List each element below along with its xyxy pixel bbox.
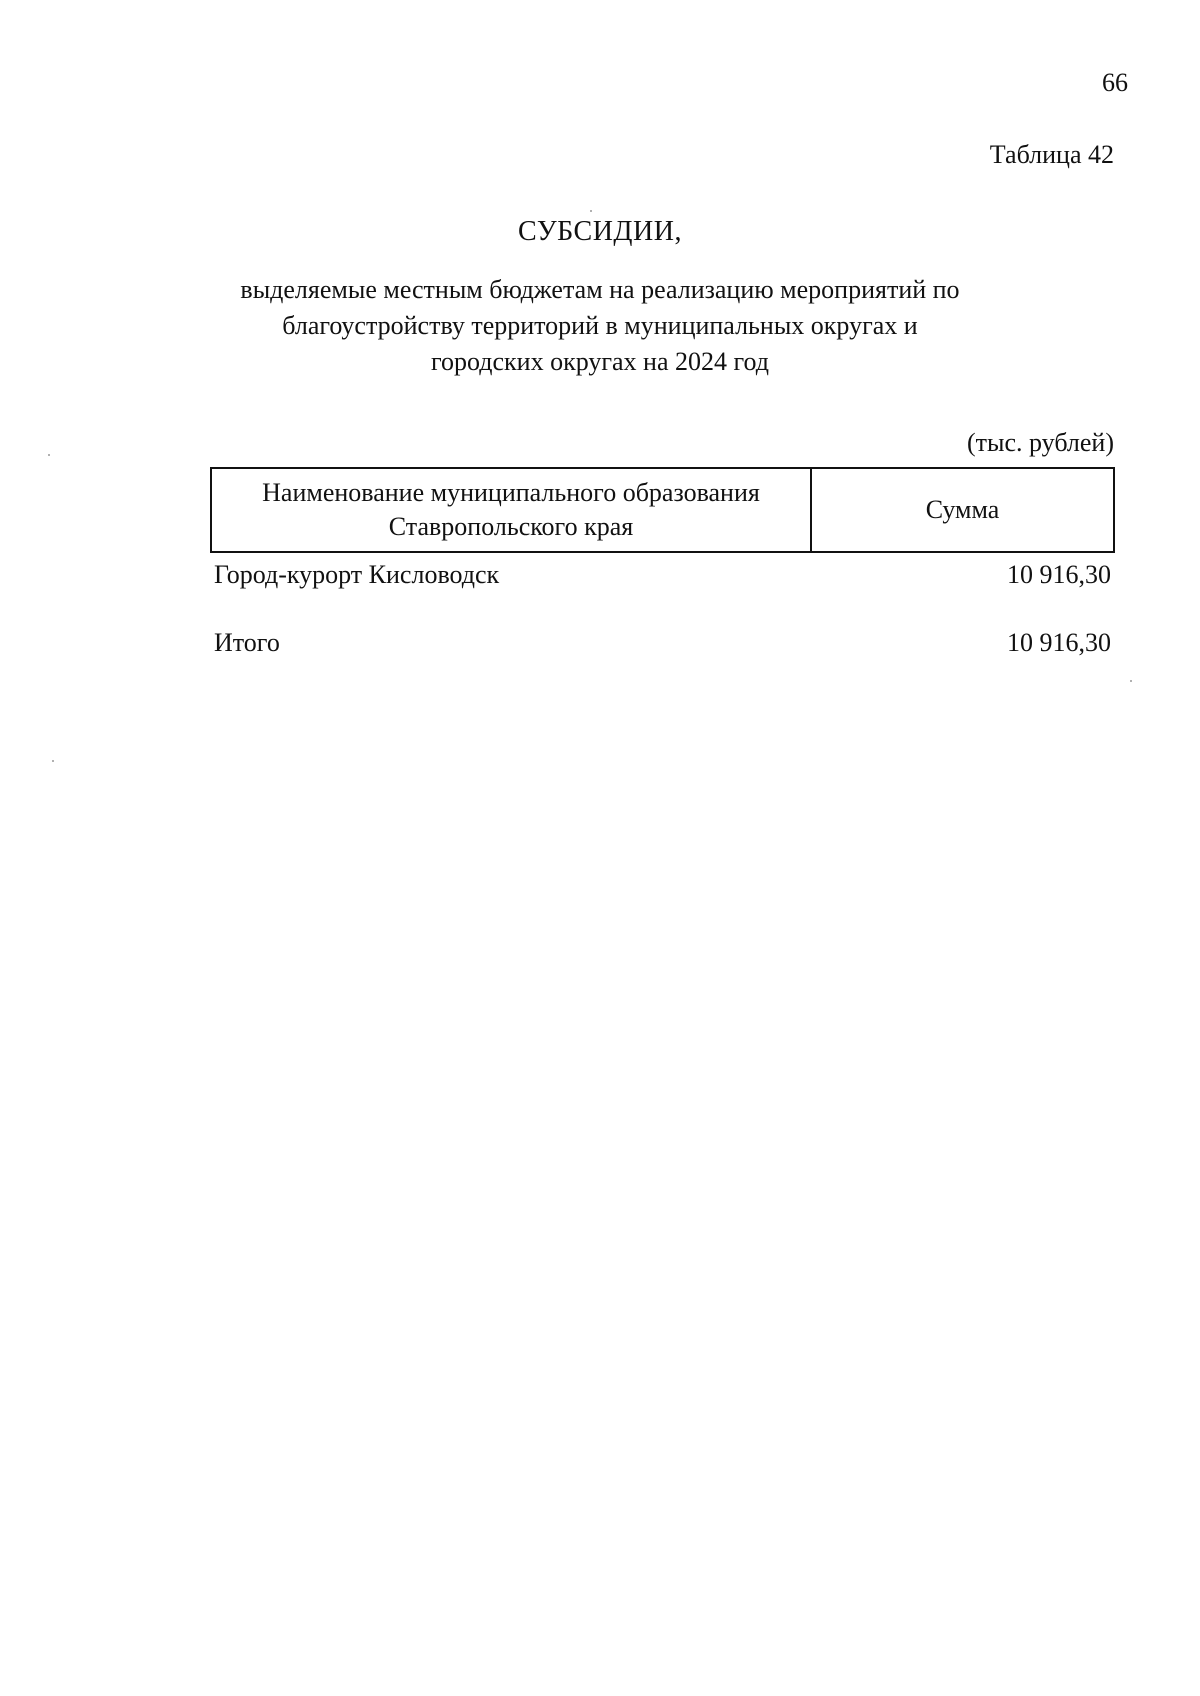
header-sum-label: Сумма bbox=[925, 495, 1000, 524]
page-number: 66 bbox=[1102, 68, 1128, 97]
document-subtitle: выделяемые местным бюджетам на реализацию мероприятий по благоустройству территорий в муниципальных округах и городских округах на 2024 год bbox=[240, 275, 960, 376]
row-name: Город-курорт Кисловодск bbox=[214, 560, 500, 589]
scan-speck bbox=[590, 210, 592, 212]
header-name-label: Наименование муниципального образования Ставропольского края bbox=[262, 478, 760, 541]
total-sum: 10 916,30 bbox=[1007, 628, 1111, 657]
table-header bbox=[210, 467, 1115, 553]
scan-speck bbox=[48, 454, 50, 456]
total-label: Итого bbox=[214, 628, 280, 657]
scan-speck bbox=[1130, 680, 1132, 682]
header-sum-cell bbox=[812, 469, 1113, 551]
table-row bbox=[214, 560, 1111, 590]
table-caption: Таблица 42 bbox=[989, 140, 1114, 169]
header-name-cell bbox=[212, 469, 812, 551]
total-row bbox=[214, 628, 1111, 658]
units-label: (тыс. рублей) bbox=[966, 428, 1114, 457]
scan-speck bbox=[52, 760, 54, 762]
row-sum: 10 916,30 bbox=[1007, 560, 1111, 589]
document-title: СУБСИДИИ, bbox=[518, 216, 682, 247]
